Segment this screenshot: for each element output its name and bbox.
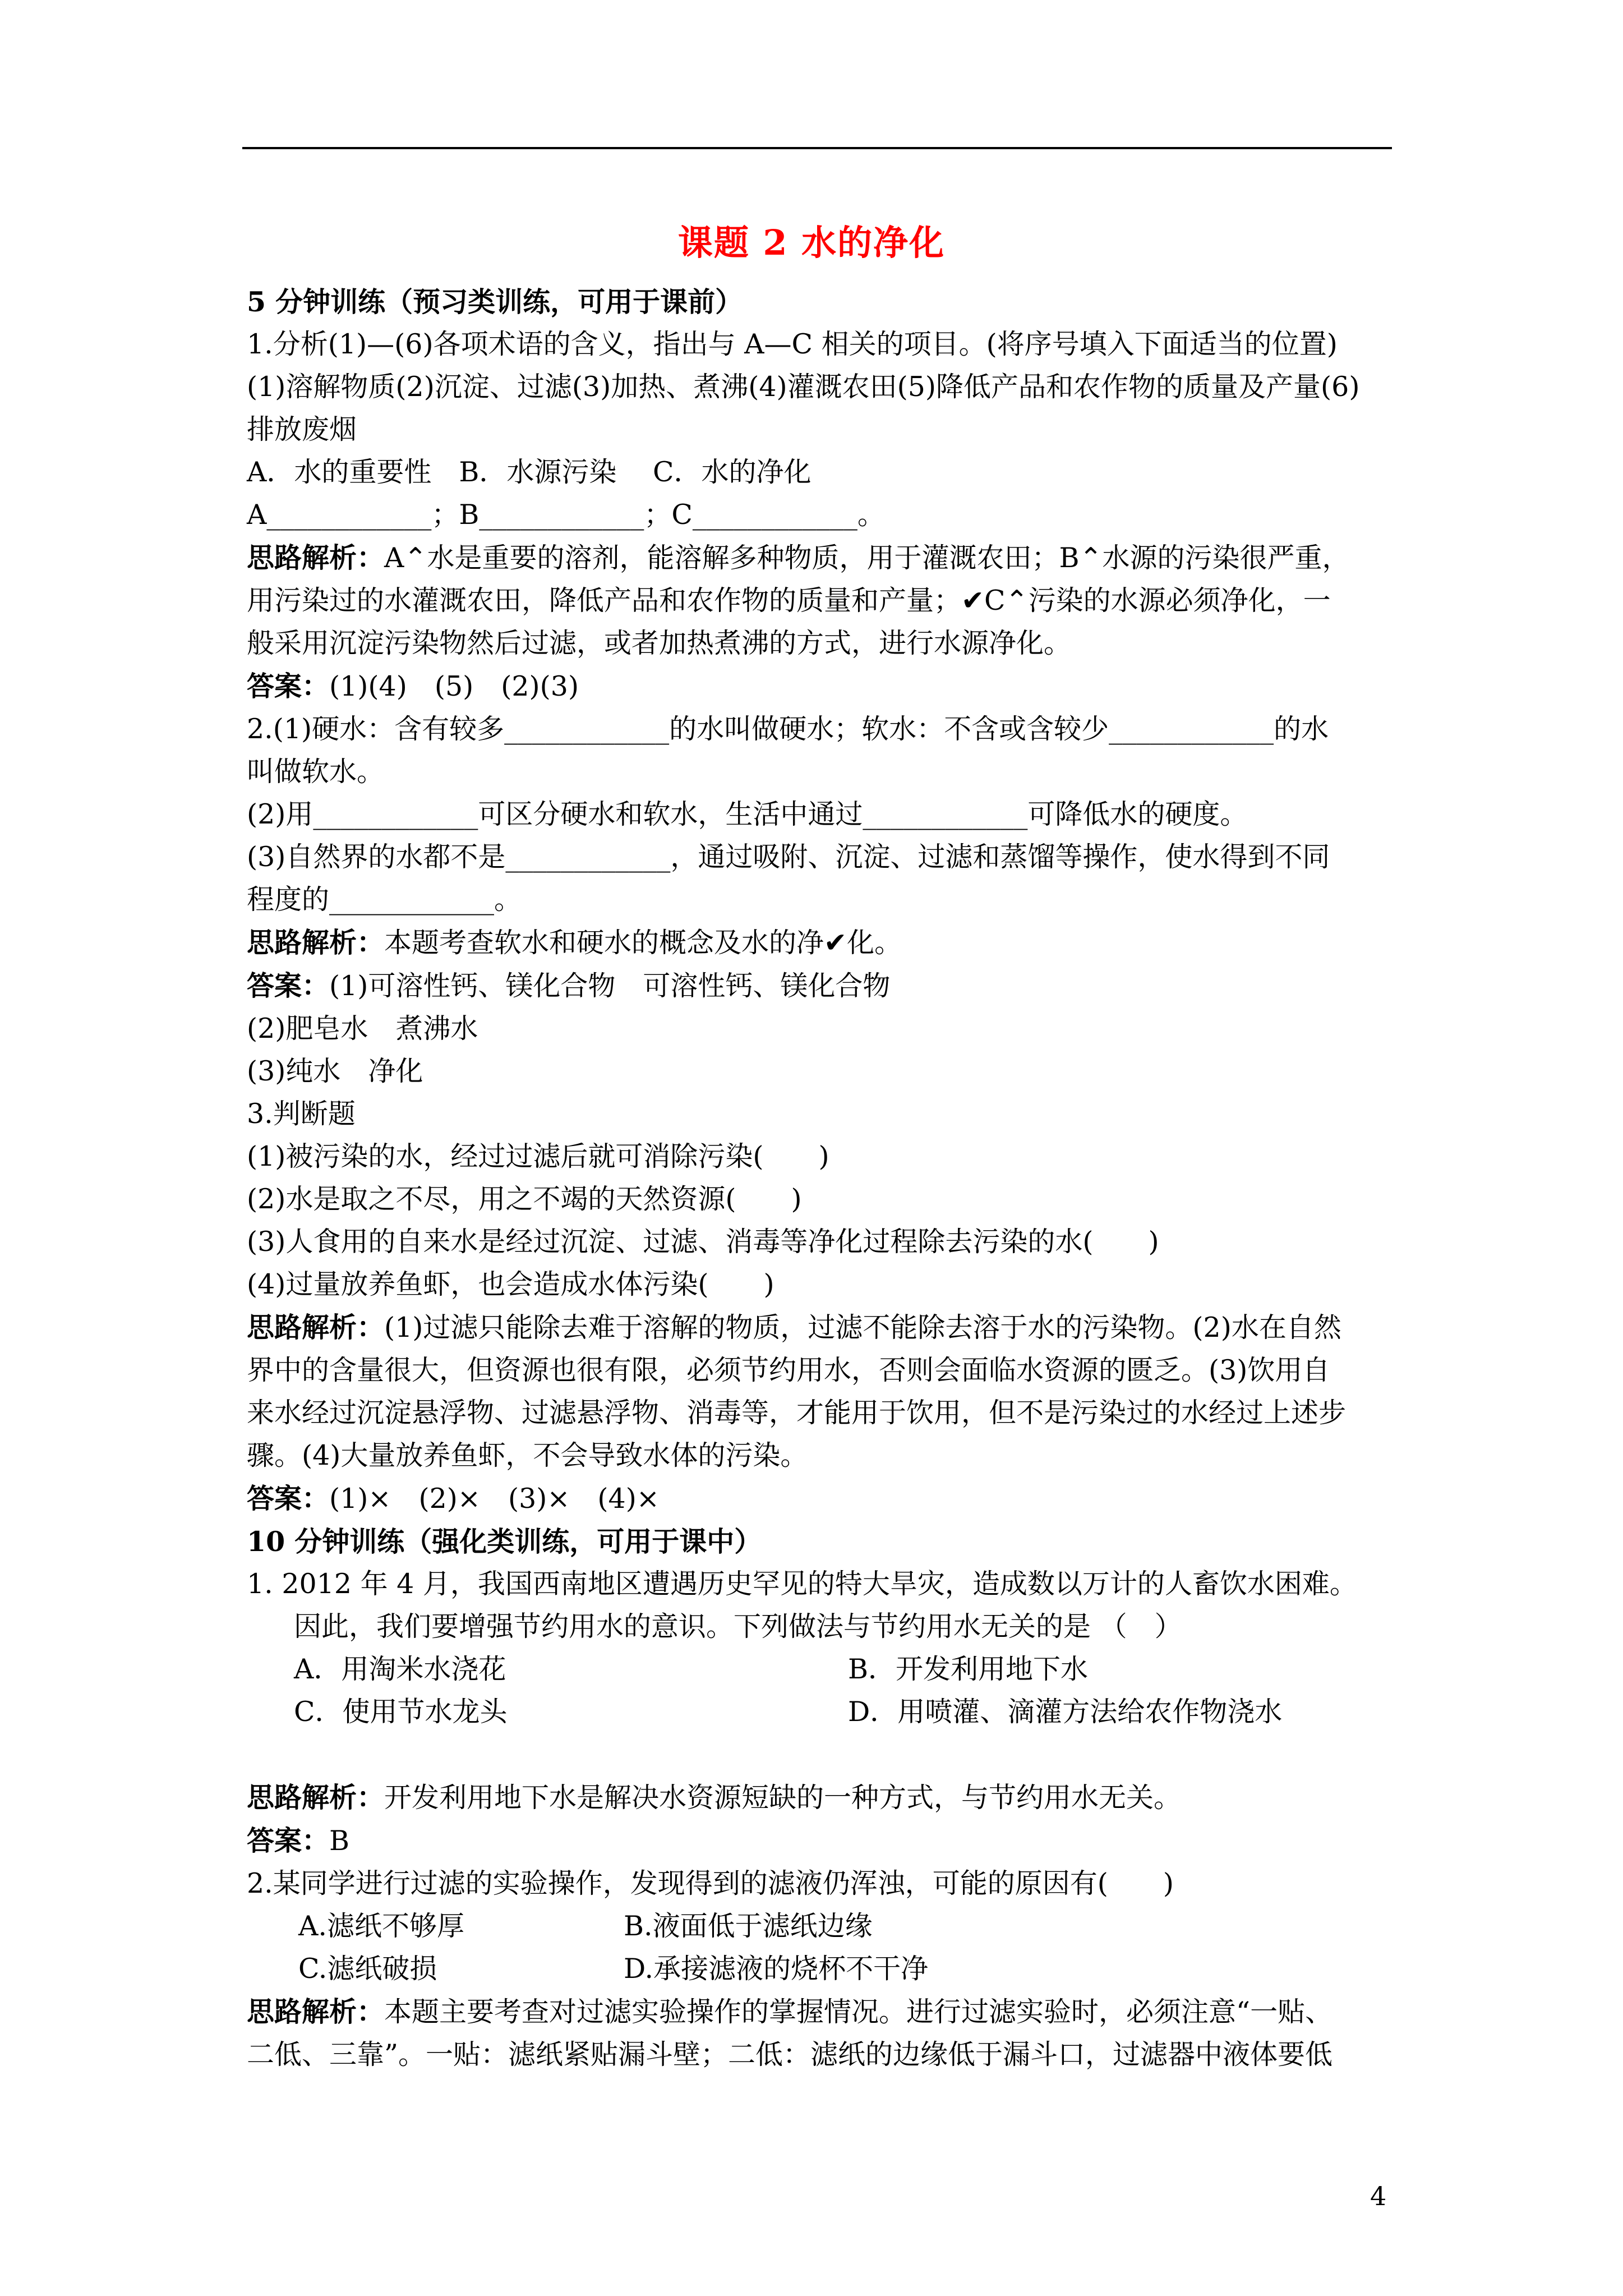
analysis-line: 用污染过的水灌溉农田，降低产品和农作物的质量和产量；✔C⌃污染的水源必须净化，一	[247, 585, 1331, 616]
analysis-label: 思路解析：	[247, 1311, 385, 1343]
page-title: 课题 2 水的净化	[677, 222, 946, 263]
answer-text: (1)可溶性钙、镁化合物 可溶性钙、镁化合物	[329, 970, 891, 1002]
analysis-line	[247, 921, 1392, 964]
option-a: A.滤纸不够厚	[298, 1910, 464, 1942]
analysis-line	[247, 1306, 1392, 1349]
answer-line: (2)肥皂水 煮沸水	[247, 1013, 478, 1045]
answer-line	[247, 1819, 1392, 1862]
blank-line	[247, 1733, 1392, 1776]
answer-label: 答案：	[247, 1482, 330, 1515]
option-row	[247, 1648, 1392, 1691]
analysis-line	[247, 536, 1392, 579]
question-line: (2)水是取之不尽，用之不竭的天然资源( )	[247, 1183, 802, 1215]
option-row	[247, 1905, 1392, 1948]
analysis-line	[247, 1990, 1392, 2033]
question-line: (3)自然界的水都不是____________，通过吸附、沉淀、过滤和蒸馏等操作，使水得到不同	[247, 841, 1330, 873]
section-heading-5min: 5 分钟训练（预习类训练，可用于课前）	[247, 286, 743, 318]
question-line: (1)溶解物质(2)沉淀、过滤(3)加热、煮沸(4)灌溉农田(5)降低产品和农作物的质量及产量(6)	[247, 371, 1360, 403]
analysis-text: (1)过滤只能除去难于溶解的物质，过滤不能除去溶于水的污染物。(2)水在自然	[384, 1312, 1341, 1343]
question-line: 叫做软水。	[247, 756, 385, 788]
question-line: (3)人食用的自来水是经过沉淀、过滤、消毒等净化过程除去污染的水( )	[247, 1226, 1159, 1258]
answer-line	[247, 1477, 1392, 1520]
question-line: (1)被污染的水，经过过滤后就可消除污染( )	[247, 1140, 829, 1172]
question-line: 2.(1)硬水：含有较多____________的水叫做硬水；软水：不含或含较少____________的水	[247, 713, 1329, 745]
question-line: A____________；B____________；C____________。	[247, 499, 885, 531]
analysis-line: 骤。(4)大量放养鱼虾，不会导致水体的污染。	[247, 1439, 808, 1471]
answer-text: (1)× (2)× (3)× (4)×	[329, 1483, 660, 1515]
option-row	[247, 1691, 1392, 1733]
option-row	[247, 1948, 1392, 1990]
analysis-text: A⌃水是重要的溶剂，能溶解多种物质，用于灌溉农田；B⌃水源的污染很严重，	[384, 542, 1350, 574]
question-line: 3.判断题	[247, 1098, 356, 1130]
answer-text: B	[329, 1825, 350, 1857]
option-a: A．用淘米水浇花	[294, 1653, 506, 1685]
question-line: (4)过量放养鱼虾，也会造成水体污染( )	[247, 1268, 774, 1300]
section-heading-10min: 10 分钟训练（强化类训练，可用于课中）	[247, 1525, 762, 1558]
question-line: 程度的____________。	[247, 884, 522, 915]
analysis-line: 来水经过沉淀悬浮物、过滤悬浮物、消毒等，才能用于饮用，但不是污染过的水经过上述步	[247, 1397, 1347, 1429]
option-d: D．用喷灌、滴灌方法给农作物浇水	[848, 1696, 1283, 1728]
analysis-line: 般采用沉淀污染物然后过滤，或者加热煮沸的方式，进行水源净化。	[247, 627, 1072, 659]
document-body	[247, 280, 1392, 2076]
question-line: 1. 2012 年 4 月，我国西南地区遭遇历史罕见的特大旱灾，造成数以万计的人畜饮水困难。	[247, 1568, 1357, 1600]
answer-line	[247, 964, 1392, 1007]
analysis-text: 开发利用地下水是解决水资源短缺的一种方式，与节约用水无关。	[384, 1782, 1182, 1814]
answer-line: (3)纯水 净化	[247, 1055, 423, 1087]
question-line: (2)用____________可区分硬水和软水，生活中通过____________可降低水的硬度。	[247, 798, 1248, 830]
analysis-text: 本题主要考查对过滤实验操作的掌握情况。进行过滤实验时，必须注意“一贴、	[384, 1996, 1333, 2028]
analysis-label: 思路解析：	[247, 1781, 385, 1814]
question-line: 因此，我们要增强节约用水的意识。下列做法与节约用水无关的是 （ ）	[294, 1611, 1182, 1642]
answer-text: (1)(4) (5) (2)(3)	[329, 670, 579, 702]
question-line: 2.某同学进行过滤的实验操作，发现得到的滤液仍浑浊，可能的原因有( )	[247, 1867, 1174, 1899]
option-b: B．开发利用地下水	[848, 1653, 1089, 1685]
analysis-line: 二低、三靠”。一贴：滤纸紧贴漏斗壁；二低：滤纸的边缘低于漏斗口，过滤器中液体要低	[247, 2039, 1333, 2070]
analysis-label: 思路解析：	[247, 926, 385, 959]
analysis-label: 思路解析：	[247, 541, 385, 574]
analysis-text: 本题考查软水和硬水的概念及水的净✔化。	[384, 927, 902, 959]
question-line: A．水的重要性 B．水源污染 C．水的净化	[247, 456, 811, 488]
answer-label: 答案：	[247, 969, 330, 1002]
question-line: 1.分析(1)—(6)各项术语的含义，指出与 A—C 相关的项目。(将序号填入下面适当的位置)	[247, 328, 1338, 360]
page-number: 4	[1370, 2181, 1387, 2211]
answer-label: 答案：	[247, 1824, 330, 1857]
header-rule	[242, 147, 1392, 149]
option-d: D.承接滤液的烧杯不干净	[624, 1953, 929, 1985]
answer-line	[247, 665, 1392, 708]
question-line: 排放废烟	[247, 413, 357, 445]
option-b: B.液面低于滤纸边缘	[624, 1910, 873, 1942]
option-c: C.滤纸破损	[298, 1953, 437, 1985]
analysis-line: 界中的含量很大，但资源也很有限，必须节约用水，否则会面临水资源的匮乏。(3)饮用自	[247, 1354, 1330, 1386]
analysis-line	[247, 1776, 1392, 1819]
option-c: C．使用节水龙头	[294, 1696, 508, 1728]
answer-label: 答案：	[247, 670, 330, 702]
analysis-label: 思路解析：	[247, 1995, 385, 2028]
